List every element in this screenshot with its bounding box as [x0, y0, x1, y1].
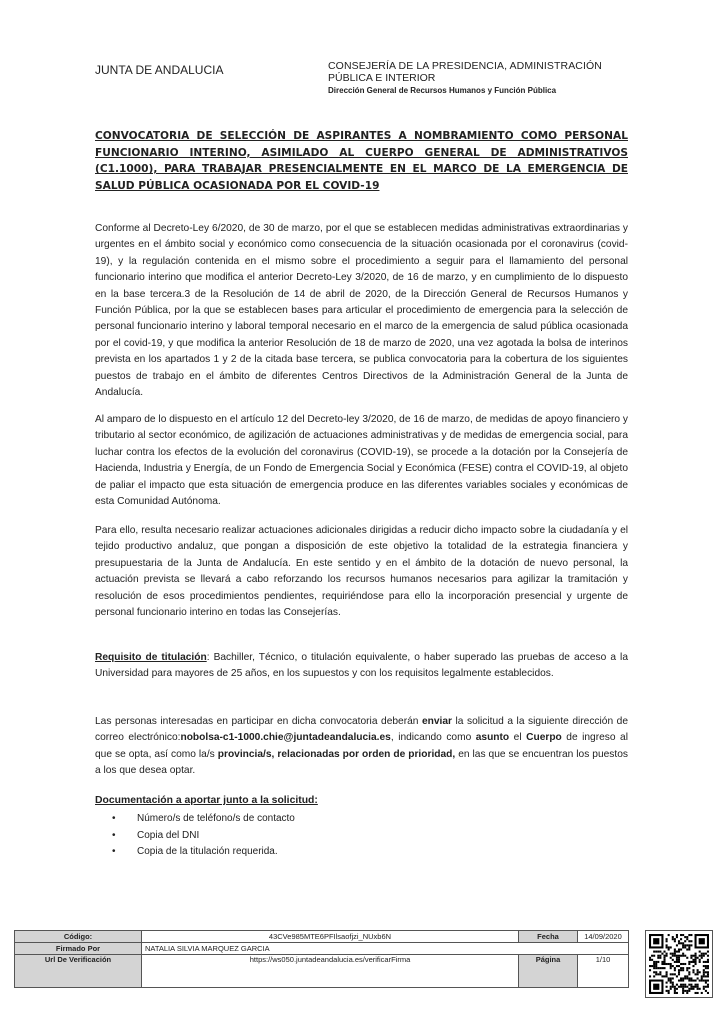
envio-text-3: , indicando como: [390, 732, 476, 744]
email-address[interactable]: nobolsa-c1-1000.chie@juntadeandalucia.es: [180, 732, 391, 744]
paragraph-1: Conforme al Decreto-Ley 6/2020, de 30 de marzo, por el que se establecen medidas administrativas extraordinarias y urgentes en el ámbito social y económico como consecuencia de la situación ocasionada por el coronavirus (covid-19), y la regulación contenida en el mismo sobre el procedimiento a seguir para el llamamiento del personal funcionario interino que modifica el anterior Decreto-Ley 3/2020, de 16 de marzo, y en cumplimiento de lo dispuesto en la base tercera.3 de la Resolución de 14 de abril de 2020, de la Dirección General de Recursos Humanos y Función Pública, por la que se establecen bases para articular el procedimiento de emergencia para la selección de personal funcionario interino y laboral temporal necesario en el marco de la emergencia de salud pública ocasionada por el covid-19, y que modifica la anterior Resolución de 18 de marzo de 2020, una vez agotada la bolsa de interinos prevista en los apartados 1 y 2 de la citada base tercera, se publica convocatoria para la cobertura de los siguientes puestos de trabajo en el ámbito de diferentes Centros Directivos de la Administración General de la Junta de Andalucía.: [95, 223, 628, 399]
documentacion-heading: Documentación a aportar junto a la solicitud:: [95, 795, 318, 806]
header-direccion-general: Dirección General de Recursos Humanos y Función Pública: [328, 86, 557, 95]
document-title: CONVOCATORIA DE SELECCIÓN DE ASPIRANTES A NOMBRAMIENTO COMO PERSONAL FUNCIONARIO INTERINO, ASIMILADO AL CUERPO GENERAL DE ADMINISTRATIVOS (C1.1000), PARA TRABAJAR PRESENCIALMENTE EN EL MARCO DE LA EMERGENCIA DE SALUD PÚBLICA OCASIONADA POR EL COVID-19: [95, 130, 628, 192]
envio-bold-cuerpo: Cuerpo: [526, 732, 562, 744]
list-item: • Número/s de teléfono/s de contacto: [112, 811, 295, 828]
pagina-label: Página: [519, 955, 578, 988]
header-left: JUNTA DE ANDALUCIA: [95, 63, 224, 77]
envio-text-2: la solicitud a la siguiente dirección de correo electrónico:: [95, 716, 628, 744]
firmado-value: NATALIA SILVIA MARQUEZ GARCIA: [142, 943, 629, 955]
requisito-paragraph: [95, 650, 628, 683]
pagina-value: 1/10: [578, 955, 629, 988]
list-item: • Copia del DNI: [112, 828, 295, 845]
list-item: • Copia de la titulación requerida.: [112, 844, 295, 861]
paragraph-3: Para ello, resulta necesario realizar actuaciones adicionales dirigidas a reducir dicho impacto sobre la ciudadanía y el tejido productivo andaluz, que pongan a disposición de este objetivo la totalidad de la estrategia financiera y presupuestaria de la Junta de Andalucía. En este sentido y en el ámbito de la dotación de nuevo personal, la actuación prevista se llevará a cabo reforzando los recursos humanos necesarios para agilizar la tramitación y resolución de esos procedimientos pendientes, requiriéndose para ello la incorporación presencial y urgente de personal funcionario interino en todas las Consejerías.: [95, 525, 628, 619]
codigo-value: 43CVe985MTE6PFIlsaofjzi_NUxb6N: [142, 931, 519, 943]
codigo-label: Código:: [15, 931, 142, 943]
firmado-label: Firmado Por: [15, 943, 142, 955]
documentacion-list: [112, 811, 295, 861]
qr-code-icon: [645, 930, 713, 998]
qr-code-graphic: [646, 931, 712, 997]
fecha-label: Fecha: [519, 931, 578, 943]
envio-bold-asunto: asunto: [475, 732, 510, 744]
envio-text-4: el: [509, 732, 527, 744]
envio-text-5: de ingreso al que se opta, así como la/s: [95, 732, 628, 760]
url-value[interactable]: https://ws050.juntadeandalucia.es/verificarFirma: [142, 955, 519, 988]
envio-text-1: Las personas interesadas en participar en dicha convocatoria deberán: [95, 716, 422, 727]
envio-text-6: en las que se encuentran los puestos a los que desea optar.: [95, 748, 628, 777]
envio-bold-provincias: provincia/s, relacionadas por orden de prioridad,: [217, 748, 456, 760]
header-consejeria-line1: CONSEJERÍA DE LA PRESIDENCIA, ADMINISTRACIÓN: [328, 60, 602, 72]
paragraph-2: Al amparo de lo dispuesto en el artículo 12 del Decreto-ley 3/2020, de 16 de marzo, de medidas de apoyo financiero y tributario al sector económico, de agilización de actuaciones administrativas y de medidas de emergencia social, para luchar contra los efectos de la evolución del coronavirus (COVID-19), se procede a la dotación por la Consejería de Hacienda, Industria y Energía, de un Fondo de Emergencia Social y Económica (FESE) contra el COVID-19, al objeto de paliar el impacto que esta situación de emergencia produce en las diferentes variables sociales y económicas de esta Comunidad Autónoma.: [95, 414, 628, 508]
header-right: [328, 60, 628, 96]
requisito-text: : Bachiller, Técnico, o titulación equivalente, o haber superado las pruebas de acceso a la Universidad para mayores de 25 años, en los supuestos y con los requisitos legalmente establecidos.: [95, 652, 628, 680]
fecha-value: 14/09/2020: [578, 931, 629, 943]
envio-paragraph: [95, 714, 628, 780]
header-consejeria-line2: PÚBLICA E INTERIOR: [328, 72, 436, 84]
envio-bold-enviar: enviar: [421, 716, 452, 727]
requisito-label: Requisito de titulación: [95, 652, 207, 663]
url-label: Url De Verificación: [15, 955, 142, 988]
signature-footer-table: [14, 930, 629, 988]
